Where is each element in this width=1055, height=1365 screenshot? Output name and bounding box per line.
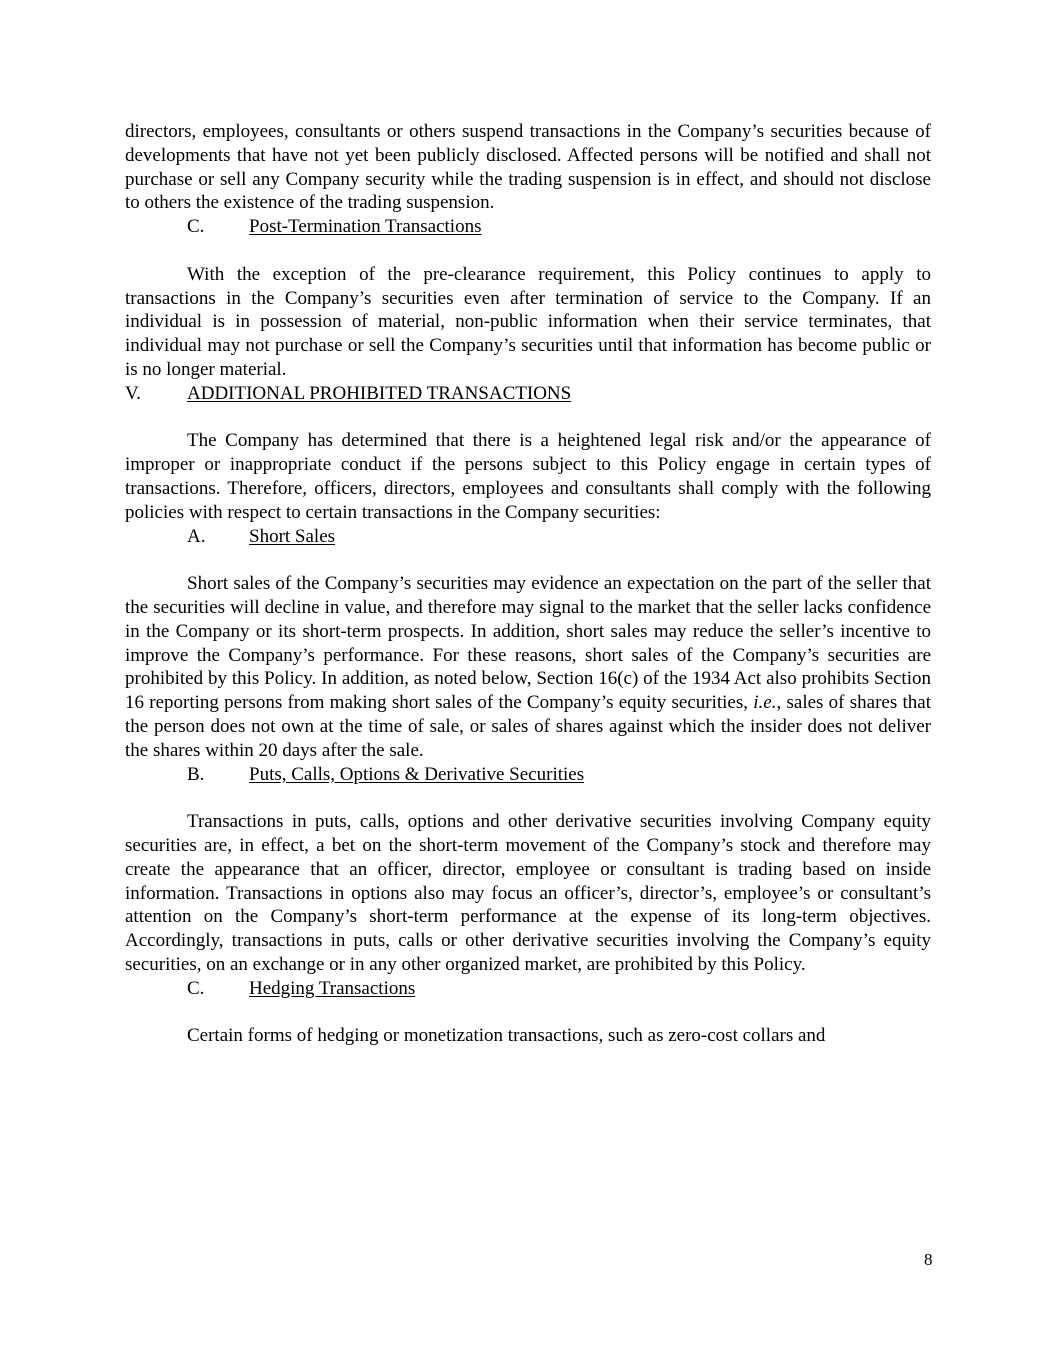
document-page <box>125 120 931 1048</box>
page-number: 8 <box>924 1250 933 1269</box>
heading-number: V. <box>125 382 142 404</box>
heading-puts-calls <box>125 763 931 787</box>
paragraph-text: Short sales of the Company’s securities may evidence an expectation on the part of the seller that the securities will decline in value, and therefore may signal to the market that the seller lacks confidence in the Company or its short-term prospects. In addition, short sales may reduce the seller’s incentive to improve the Company’s performance. For these reasons, short sales of the Company’s securities are prohibited by this Policy. In addition, as noted below, Section 16(c) of the 1934 Act also prohibits Section 16 reporting persons from making short sales of the Company’s equity securities, <box>125 573 931 714</box>
heading-number: B. <box>187 763 205 785</box>
paragraph-hedging: Certain forms of hedging or monetization transactions, such as zero-cost collars and <box>187 1025 826 1047</box>
paragraph-trading-suspension: directors, employees, consultants or others suspend transactions in the Company’s securities because of developments that have not yet been publicly disclosed. Affected persons will be notified and shall not purchase or sell any Company security while the trading suspension is in effect, and should not disclose to others the existence of the trading suspension. <box>125 121 931 214</box>
heading-number: C. <box>187 977 205 999</box>
italic-ie: i.e. <box>753 692 777 714</box>
heading-title: Short Sales <box>249 525 336 547</box>
heading-number: A. <box>187 525 206 547</box>
paragraph-text: , sales of shares that the person does not own at the time of sale, or sales of shares against which the insider does not deliver the shares within 20 days after the sale. <box>125 692 932 761</box>
paragraph-post-termination: With the exception of the pre-clearance requirement, this Policy continues to apply to transactions in the Company’s securities even after termination of service to the Company. If an individual is in possession of material, non-public information when their service terminates, that individual may not purchase or sell the Company’s securities until that information has become public or is no longer material. <box>125 263 931 380</box>
paragraph-additional-prohibited: The Company has determined that there is a heightened legal risk and/or the appearance of improper or inappropriate conduct if the persons subject to this Policy engage in certain types of transactions. Therefore, officers, directors, employees and consultants shall comply with the following policies with respect to certain transactions in the Company securities: <box>125 430 931 523</box>
heading-post-termination <box>125 215 931 239</box>
paragraph-puts-calls: Transactions in puts, calls, options and other derivative securities involving Company equity securities are, in effect, a bet on the short-term movement of the Company’s stock and therefore may create the appearance that an officer, director, employee or consultant is trading based on inside information. Transactions in options also may focus an officer’s, director’s, employee’s or consultant’s attention on the Company’s short-term performance at the expense of its long-term objectives. Accordingly, transactions in puts, calls or other derivative securities involving the Company’s equity securities, on an exchange or in any other organized market, are prohibited by this Policy. <box>125 811 931 975</box>
heading-title: ADDITIONAL PROHIBITED TRANSACTIONS <box>187 382 572 404</box>
heading-section-v <box>125 382 931 406</box>
paragraph-short-sales <box>125 572 931 762</box>
heading-title: Puts, Calls, Options & Derivative Securities <box>249 763 585 785</box>
heading-title: Hedging Transactions <box>249 977 416 999</box>
heading-number: C. <box>187 216 205 238</box>
heading-short-sales <box>125 525 931 549</box>
heading-hedging <box>125 977 931 1001</box>
heading-title: Post-Termination Transactions <box>249 216 482 238</box>
